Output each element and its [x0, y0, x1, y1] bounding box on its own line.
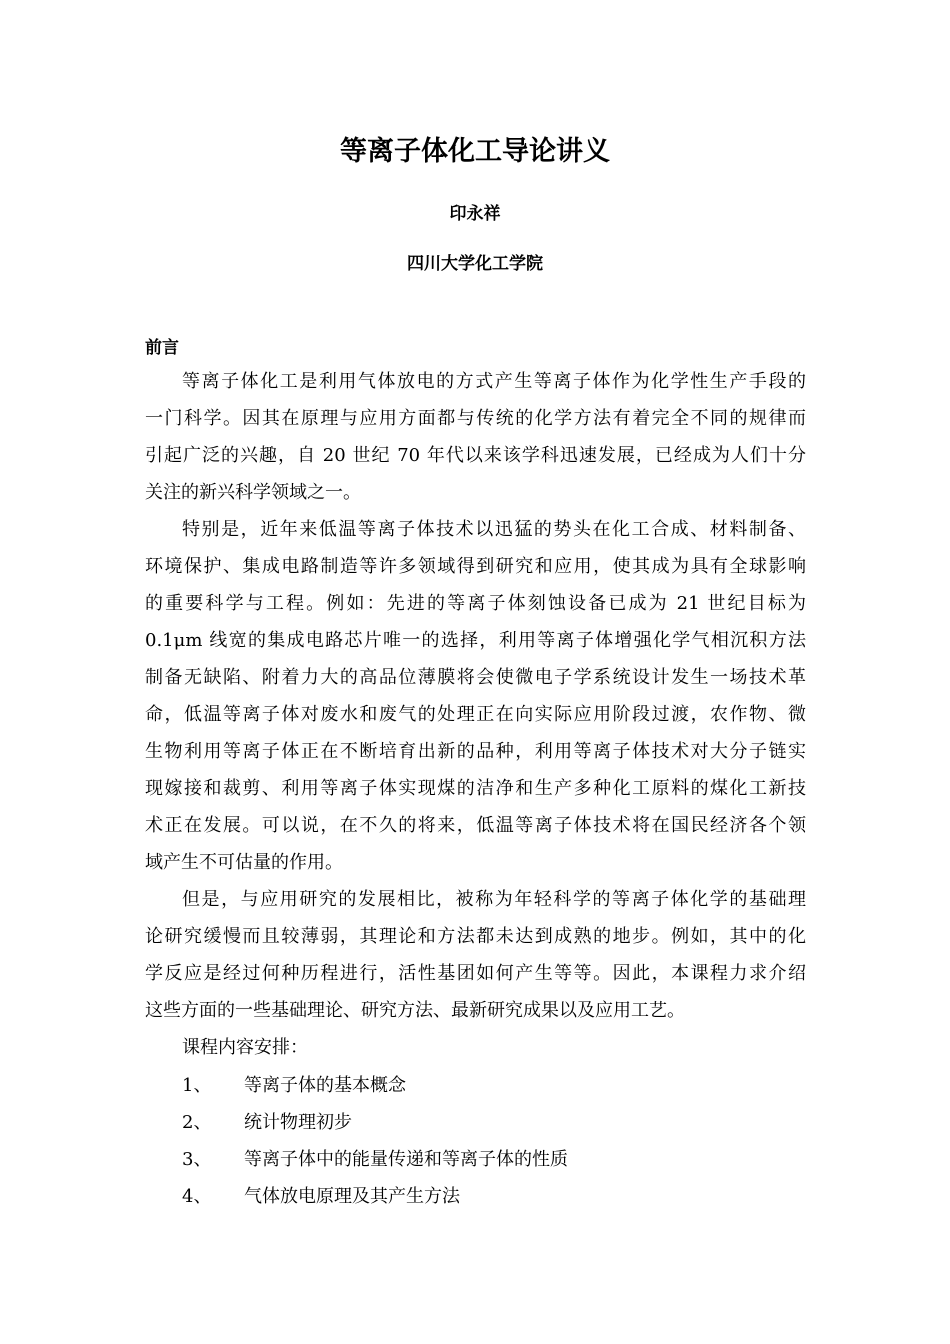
paragraph-line: 0.1μm 线宽的集成电路芯片唯一的选择，利用等离子体增强化学气相沉积方法 — [145, 630, 806, 651]
paragraph-line: 的重要科学与工程。例如：先进的等离子体刻蚀设备已成为 21 世纪目标为 — [145, 593, 806, 614]
paragraph-line: 现嫁接和裁剪、利用等离子体实现煤的洁净和生产多种化工原料的煤化工新技 — [145, 778, 806, 799]
course-intro: 课程内容安排： — [182, 1037, 308, 1058]
list-item-text: 等离子体的基本概念 — [244, 1075, 406, 1096]
paragraph-line: 引起广泛的兴趣，自 20 世纪 70 年代以来该学科迅速发展，已经成为人们十分 — [145, 445, 806, 466]
paragraph-line: 等离子体化工是利用气体放电的方式产生等离子体作为化学性生产手段的 — [182, 371, 806, 392]
paragraph-line: 术正在发展。可以说，在不久的将来，低温等离子体技术将在国民经济各个领 — [145, 815, 806, 836]
author-affiliation: 四川大学化工学院 — [407, 254, 543, 274]
list-item-number: 1、 — [182, 1075, 212, 1096]
list-item-number: 3、 — [182, 1149, 212, 1170]
list-item-number: 2、 — [182, 1112, 212, 1133]
author-name: 印永祥 — [449, 204, 501, 224]
paragraph-line: 这些方面的一些基础理论、研究方法、最新研究成果以及应用工艺。 — [145, 1000, 685, 1021]
paragraph-line: 一门科学。因其在原理与应用方面都与传统的化学方法有着完全不同的规律而 — [145, 408, 806, 429]
paragraph-line: 但是，与应用研究的发展相比，被称为年轻科学的等离子体化学的基础理 — [182, 889, 806, 910]
paragraph-line: 关注的新兴科学领域之一。 — [145, 482, 361, 503]
list-item-text: 等离子体中的能量传递和等离子体的性质 — [244, 1149, 568, 1170]
document-title: 等离子体化工导论讲义 — [340, 136, 610, 167]
paragraph-line: 论研究缓慢而且较薄弱，其理论和方法都未达到成熟的地步。例如，其中的化 — [145, 926, 806, 947]
list-item-text: 统计物理初步 — [244, 1112, 352, 1133]
list-item-text: 气体放电原理及其产生方法 — [244, 1186, 460, 1207]
paragraph-line: 命，低温等离子体对废水和废气的处理正在向实际应用阶段过渡，农作物、微 — [145, 704, 806, 725]
list-item-number: 4、 — [182, 1186, 212, 1207]
paragraph-line: 学反应是经过何种历程进行，活性基团如何产生等等。因此，本课程力求介绍 — [145, 963, 806, 984]
paragraph-line: 制备无缺陷、附着力大的高品位薄膜将会使微电子学系统设计发生一场技术革 — [145, 667, 806, 688]
section-heading-preface: 前言 — [145, 338, 179, 358]
paragraph-line: 环境保护、集成电路制造等许多领域得到研究和应用，使其成为具有全球影响 — [145, 556, 806, 577]
paragraph-line: 特别是，近年来低温等离子体技术以迅猛的势头在化工合成、材料制备、 — [182, 519, 806, 540]
paragraph-line: 域产生不可估量的作用。 — [145, 852, 343, 873]
paragraph-line: 生物利用等离子体正在不断培育出新的品种，利用等离子体技术对大分子链实 — [145, 741, 806, 762]
